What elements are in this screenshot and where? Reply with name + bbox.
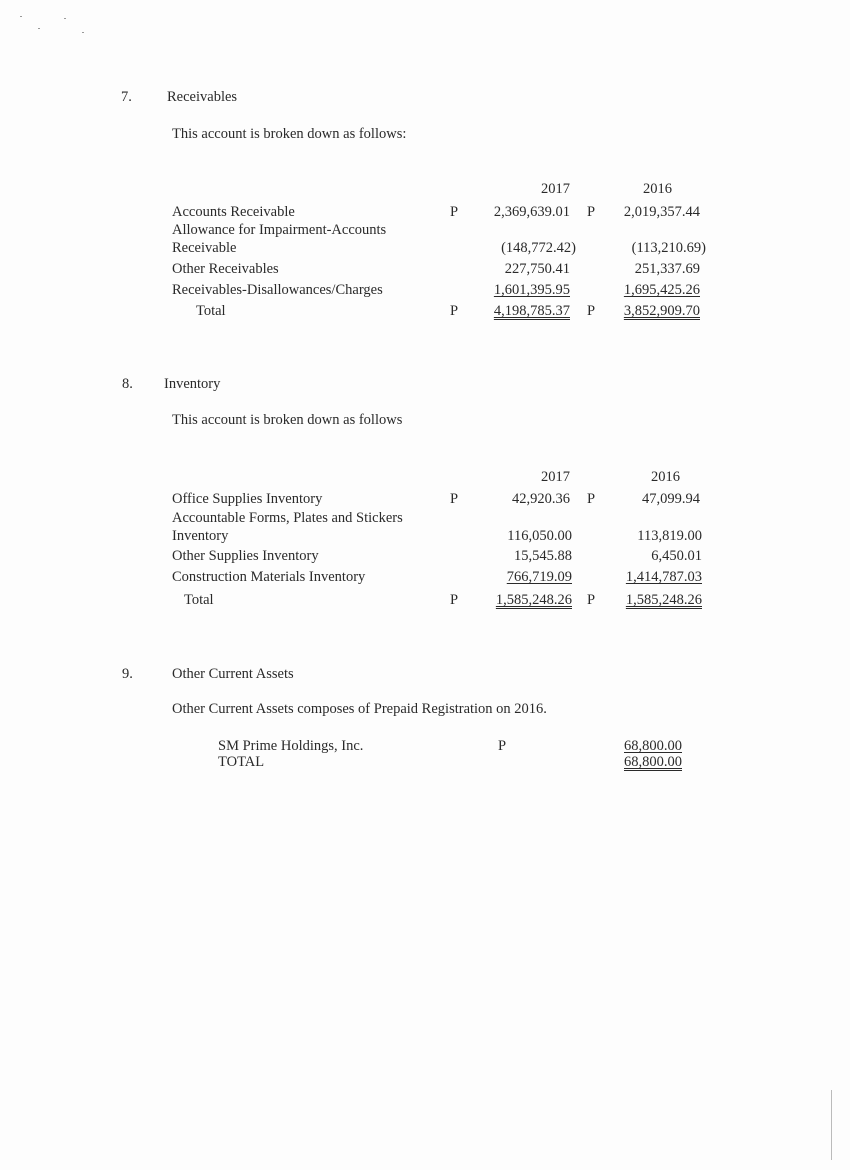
currency-symbol: P [498,738,507,754]
value-2017: 42,920.36 [512,491,570,507]
column-header-2016: 2016 [643,181,672,197]
row-label: Receivable [172,240,237,256]
value-2017: 766,719.09 [506,569,572,585]
value-2017-total: 4,198,785.37 [493,303,570,319]
value-2016: 251,337.69 [634,261,700,277]
currency-symbol: P [587,491,596,507]
section-intro: Other Current Assets composes of Prepaid Registration on 2016. [172,701,547,717]
currency-symbol: P [587,592,596,608]
scan-speck [82,32,84,33]
value-2017-total: 1,585,248.26 [495,592,572,608]
row-label: Office Supplies Inventory [172,491,323,507]
value-2017: (148,772.42) [501,240,576,256]
scan-speck [64,18,66,19]
row-label: Accounts Receivable [172,204,295,220]
scan-edge-line [831,1090,832,1160]
value-2016: 6,450.01 [651,548,702,564]
currency-symbol: P [450,303,459,319]
value-2016: 47,099.94 [642,491,700,507]
column-header-2017: 2017 [541,181,570,197]
row-label: Other Receivables [172,261,279,277]
currency-symbol: P [450,491,459,507]
section-intro: This account is broken down as follows: [172,126,407,142]
value-2017: 15,545.88 [514,548,572,564]
row-label: SM Prime Holdings, Inc. [218,738,364,754]
section-intro: This account is broken down as follows [172,412,403,428]
prepaid-value: 68,800.00 [624,738,682,754]
section-number: 7. [121,89,132,105]
section-title: Inventory [164,376,221,392]
currency-symbol: P [450,204,459,220]
value-2017: 227,750.41 [504,261,570,277]
value-2017: 2,369,639.01 [493,204,570,220]
column-header-2017: 2017 [541,469,570,485]
value-2016: 2,019,357.44 [623,204,700,220]
currency-symbol: P [587,204,596,220]
value-2016-total: 1,585,248.26 [625,592,702,608]
value-2016: 1,695,425.26 [623,282,700,298]
section-title: Other Current Assets [172,666,294,682]
section-number: 8. [122,376,133,392]
prepaid-total-value: 68,800.00 [624,754,682,770]
scan-speck [20,16,22,17]
currency-symbol: P [587,303,596,319]
column-header-2016: 2016 [651,469,680,485]
value-2017: 116,050.00 [507,528,572,544]
row-label-total: TOTAL [218,754,265,770]
row-label: Allowance for Impairment-Accounts [172,222,387,238]
value-2017: 1,601,395.95 [493,282,570,298]
row-label: Accountable Forms, Plates and Stickers [172,510,403,526]
section-number: 9. [122,666,133,682]
section-title: Receivables [167,89,238,105]
row-label: Receivables-Disallowances/Charges [172,282,383,298]
scan-speck [38,28,40,29]
value-2016: (113,210.69) [631,240,706,256]
row-label: Other Supplies Inventory [172,548,319,564]
row-label: Construction Materials Inventory [172,569,366,585]
row-label-total: Total [184,592,214,608]
row-label: Inventory [172,528,229,544]
value-2016: 1,414,787.03 [625,569,702,585]
value-2016-total: 3,852,909.70 [623,303,700,319]
row-label-total: Total [196,303,226,319]
value-2016: 113,819.00 [637,528,702,544]
currency-symbol: P [450,592,459,608]
